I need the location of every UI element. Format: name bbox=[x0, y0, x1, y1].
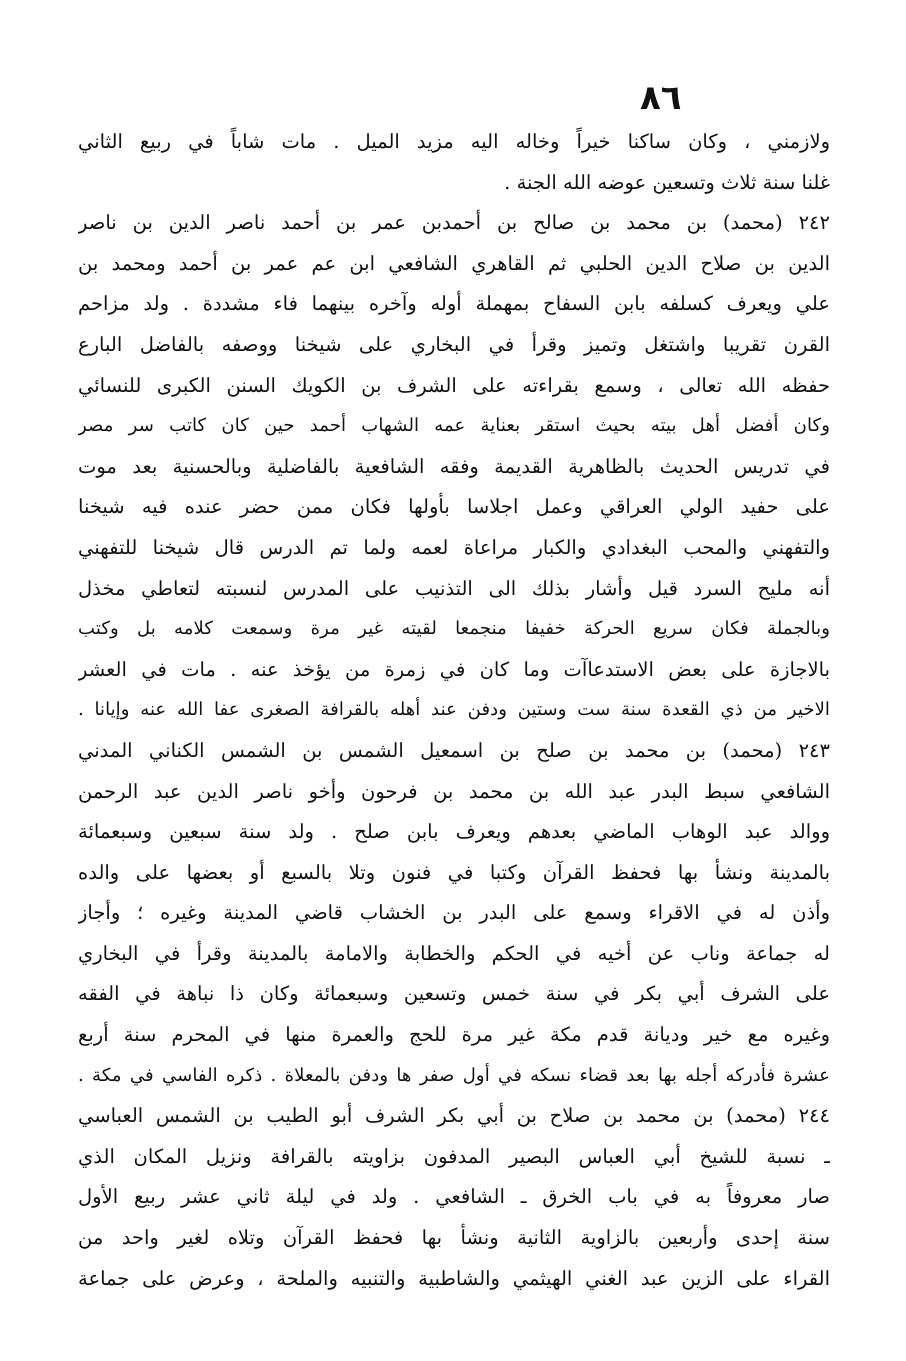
text-line: بالمدينة ونشأ بها فحفظ القرآن وكتبا في فنون وتلا بالسبع أو بعضها على والده bbox=[78, 860, 830, 884]
text-line: سنة إحدى وأربعين بالزاوية الثانية ونشأ بها فحفظ القرآن وتلاه لغير واحد من bbox=[78, 1226, 830, 1250]
text-line: عشرة فأدركه أجله بها بعد قضاء نسكه في أول صفر ها ودفن بالمعلاة . ذكره الفاسي في مكة . bbox=[78, 1064, 830, 1086]
text-line: القراء على الزين عبد الغني الهيثمي والشاطبية والتنبيه والملحة ، وعرض على جماعة bbox=[78, 1266, 830, 1290]
entry-243-heading-line: ٢٤٣ (محمد) بن محمد بن صلح بن اسمعيل الشمس بن الشمس الكناني المدني bbox=[78, 738, 830, 762]
text-line: له جماعة وناب عن أخيه في الحكم والخطابة والامامة بالمدينة وقرأ في البخاري bbox=[78, 941, 830, 965]
text-line: وغيره مع خير وديانة قدم مكة غير مرة للحج والعمرة منها في المحرم سنة أربع bbox=[78, 1023, 830, 1047]
body-text bbox=[78, 122, 830, 1299]
text-line: حفظه الله تعالى ، وسمع بقراءته على الشرف بن الكويك السنن الكبرى للنسائي bbox=[78, 373, 830, 397]
text-line: علي ويعرف كسلفه بابن السفاح بمهملة أوله وآخره بينهما فاء مشددة . ولد مزاحم bbox=[78, 292, 830, 316]
text-line: الاخير من ذي القعدة سنة ست وستين ودفن عند أهله بالقرافة الصغرى عفا الله عنه وإيانا . bbox=[78, 699, 830, 721]
text-line: على حفيد الولي العراقي وعمل اجلاسا بأولها فكان ممن حضر عنده فيه شيخنا bbox=[78, 495, 830, 519]
text-line: بالاجازة على بعض الاستدعاآت وما كان في زمرة من يؤخذ عنه . مات في العشر bbox=[78, 657, 830, 681]
text-line: أنه مليح السرد قيل وأشار بذلك الى التذنيب على المدرس لنسبته لتعاطي مخذل bbox=[78, 576, 830, 600]
page-number: ٨٦ bbox=[640, 78, 682, 118]
text-line: غلنا سنة ثلاث وتسعين عوضه الله الجنة . bbox=[504, 170, 830, 194]
text-line: القرن تقريبا واشتغل وتميز وقرأ في البخاري على شيخنا ووصفه بالفاضل البارع bbox=[78, 332, 830, 356]
text-line: الدين بن صلاح الدين الحلبي ثم القاهري الشافعي ابن عم عمر بن أحمد ومحمد بن bbox=[78, 251, 830, 275]
text-line: على الشرف أبي بكر في سنة خمس وتسعين وسبعمائة وكان ذا نباهة في الفقه bbox=[78, 982, 830, 1006]
text-line: صار معروفاً به في باب الخرق ـ الشافعي . ولد في ليلة ثاني عشر ربيع الأول bbox=[78, 1185, 830, 1209]
entry-242-heading-line: ٢٤٢ (محمد) بن محمد بن صالح بن أحمدبن عمر بن أحمد ناصر الدين بن ناصر bbox=[78, 211, 830, 235]
text-line: وأذن له في الاقراء وسمع على البدر بن الخشاب قاضي المدينة وغيره ؛ وأجاز bbox=[78, 901, 830, 925]
text-line: الشافعي سبط البدر عبد الله بن محمد بن فرحون وأخو ناصر الدين عبد الرحمن bbox=[78, 779, 830, 803]
text-line: ولازمني ، وكان ساكنا خيراً وخاله اليه مزيد الميل . مات شاباً في ربيع الثاني bbox=[78, 130, 830, 153]
entry-244-heading-line: ٢٤٤ (محمد) بن محمد بن صلاح بن أبي بكر الشرف أبو الطيب بن الشمس العباسي bbox=[78, 1104, 830, 1128]
text-line: وبالجملة فكان سريع الحركة خفيفا منجمعا لقيته غير مرة وسمعت كلامه بل وكتب bbox=[78, 618, 830, 640]
text-line: ـ نسبة للشيخ أبي العباس البصير المدفون بزاويته بالقرافة ونزيل المكان الذي bbox=[78, 1144, 830, 1168]
text-line: ووالد عبد الوهاب الماضي بعدهم ويعرف بابن صلح . ولد سنة سبعين وسبعمائة bbox=[78, 820, 830, 844]
text-line: والتفهني والمحب البغدادي والكبار مراعاة لعمه ولما تم الدرس قال شيخنا للتفهني bbox=[78, 535, 830, 559]
text-line: في تدريس الحديث بالظاهرية القديمة وفقه الشافعية بالفاضلية وبالحسنية بعد موت bbox=[78, 454, 830, 478]
text-line: وكان أفضل أهل بيته بحيث استقر بعناية عمه الشهاب أحمد حين كان كاتب سر مصر bbox=[78, 415, 830, 437]
